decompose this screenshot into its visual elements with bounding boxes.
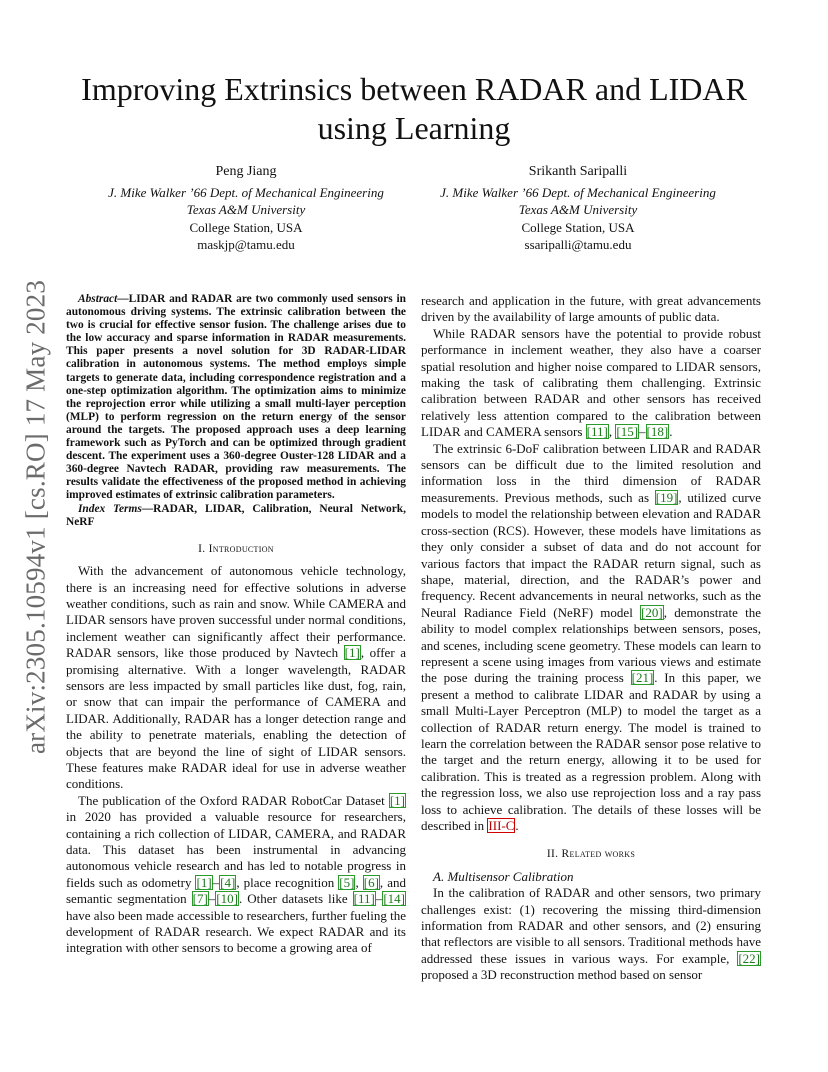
index-terms-text: —RADAR, LIDAR, Calibration, Neural Network, NeRF (66, 502, 406, 528)
index-terms-label: Index Terms (78, 502, 142, 515)
arxiv-identifier-text: arXiv:2305.10594v1 [cs.RO] 17 May 2023 (20, 279, 51, 755)
citation-link[interactable]: [7] (192, 891, 208, 907)
author-dept: J. Mike Walker ’66 Dept. of Mechanical Engineering (440, 184, 716, 200)
author-email: ssaripalli@tamu.edu (524, 237, 632, 252)
citation-link[interactable]: [21] (631, 670, 654, 686)
index-terms (66, 503, 406, 529)
author-block-2 (408, 163, 748, 254)
citation-link[interactable]: [5] (339, 874, 355, 890)
section-title: Related works (561, 848, 636, 861)
intro-paragraph-3: While RADAR sensors have the potential to provide robust performance in inclement weather, they also have a coarser spatial resolution and higher noise compared to LIDAR sensors, making the task of calibrating them challenging. Extrinsic calibration between RADAR and other sensors has received relatively less attention compared to the calibration between LIDAR and CAMERA sensors [11], [15]–[18]. (421, 325, 761, 440)
author-university: Texas A&M University (186, 202, 306, 217)
citation-link[interactable]: [11] (586, 424, 608, 440)
intro-paragraph-2: The publication of the Oxford RADAR RobotCar Dataset [1] in 2020 has provided a valuable resource for researchers, containing a rich collection of LIDAR, CAMERA, and RADAR data. This dataset has been instrumental in advancing autonomous vehicle research and has led to notable progress in fields such as odometry [1]–[4], place recognition [5], [6], and semantic segmentation [7]–[10]. Other datasets like [11]–[14] have also been made accessible to researchers, further fueling the development of RADAR research. We expect RADAR and its integration with other sensors to become a growing area of (66, 792, 407, 956)
related-paragraph-1: In the calibration of RADAR and other sensors, two primary challenges exist: (1) recovering the missing third-dimension information from RADAR and other sensors, and (2) ensuring that reflectors are visible to all sensors. Traditional methods have addressed these issues in various ways. For example, [22] proposed a 3D reconstruction method based on sensor (421, 885, 761, 983)
intro-paragraph-1: With the advancement of autonomous vehicle technology, there is an increasing need for effective solutions in adverse weather conditions, such as rain and snow. While CAMERA and LIDAR sensors have proven successful under normal conditions, inclement weather can significantly affect their performance. RADAR sensors, like those produced by Navtech [1], offer a promising alternative. With a longer wavelength, RADAR sensors are less impacted by small particles like dust, fog, rain, or snow that can impair the performance of CAMERA and LIDAR. Additionally, RADAR has a longer detection range and the ability to penetrate materials, enabling the detection of objects that are beyond the line of sight of LIDAR sensors. These features make RADAR ideal for use in adverse weather conditions. (66, 563, 406, 792)
citation-link[interactable]: [11] (353, 891, 375, 907)
abstract-text: —LIDAR and RADAR are two commonly used sensors in autonomous driving systems. The extrinsic calibration between the two is crucial for effective sensor fusion. The challenge arises due to the low accuracy and sparse information in RADAR measurements. This paper presents a novel solution for 3D RADAR-LIDAR calibration in autonomous systems. The method employs simple targets to generate data, including correspondence registration and a one-step optimization algorithm. The optimization aims to minimize the reprojection error while utilizing a small multi-layer perception (MLP) to perform regression on the return energy of the sensor around the targets. The proposed approach uses a deep learning framework such as PyTorch and can be optimized through gradient descent. The experiment uses a 360-degree Ouster-128 LIDAR and a 360-degree Navtech RADAR, providing raw measurements. The results validate the effectiveness of the proposed method in achieving improved estimates of extrinsic calibration parameters. (66, 293, 406, 502)
arxiv-identifier (20, 276, 52, 758)
citation-link[interactable]: [20] (641, 604, 663, 620)
right-column (421, 293, 761, 984)
paper-title: Improving Extrinsics between RADAR and LIDAR using Learning (81, 71, 747, 146)
citation-link[interactable]: [14] (383, 891, 405, 907)
intro-paragraph-2-continued: research and application in the future, with great advancements driven by the availability of large amounts of public data. (421, 293, 761, 325)
citation-link[interactable]: [4] (220, 874, 236, 890)
author-university: Texas A&M University (518, 202, 638, 217)
author-email: maskjp@tamu.edu (197, 237, 295, 252)
citation-link[interactable]: [18] (646, 424, 669, 440)
citation-link[interactable]: [10] (216, 891, 238, 907)
author-dept: J. Mike Walker ’66 Dept. of Mechanical Engineering (108, 184, 384, 200)
citation-link[interactable]: [15] (616, 424, 639, 440)
subsection-heading: A. Multisensor Calibration (433, 868, 574, 884)
author-name: Peng Jiang (215, 164, 277, 179)
left-column (66, 293, 406, 957)
citation-link[interactable]: [19] (655, 489, 678, 505)
author-city: College Station, USA (189, 219, 303, 235)
author-city: College Station, USA (521, 219, 635, 235)
citation-link[interactable]: [1] (344, 645, 360, 661)
section-title: Introduction (208, 542, 274, 555)
section-heading-related-works (421, 846, 761, 862)
author-block-1 (76, 163, 416, 254)
section-number: II. (546, 848, 559, 861)
citation-link[interactable]: [1] (389, 792, 405, 808)
citation-link[interactable]: [22] (738, 950, 760, 966)
citation-link[interactable]: [1] (196, 874, 212, 890)
abstract (66, 293, 406, 503)
section-heading-introduction (66, 541, 406, 557)
citation-link[interactable]: [6] (363, 874, 379, 890)
section-number: I. (198, 542, 206, 555)
abstract-label: Abstract (78, 293, 118, 305)
section-reference-link[interactable]: III-C (488, 818, 515, 833)
author-name: Srikanth Saripalli (528, 164, 628, 179)
intro-paragraph-4: The extrinsic 6-DoF calibration between LIDAR and RADAR sensors can be difficult due to the limited resolution and information loss in the third dimension of RADAR measurements. Previous methods, such as [19], utilized curve models to model the relationship between elevation and RADAR cross-section (RCS). However, these models have limitations as they only consider a subset of data and do not account for various factors that impact the RADAR return signal, such as shape, material, direction, and the RADAR’s power and frequency. Recent advancements in neural networks, such as the Neural Radiance Field (NeRF) model [20], demonstrate the ability to model complex relationships between sensors, poses, and scenes, including scene geometry. These models can learn to represent a scene using images from various views and estimate the pose during the training process [21]. In this paper, we present a method to calibrate LIDAR and RADAR by using a small Multi-Layer Perceptron (MLP) to model the target as a collection of RADAR return energy. The model is trained to learn the correlation between the RADAR sensor pose relative to the target and the return energy, allowing it to be used for calibration. This is treated as a regression problem. Along with the regression loss, we also use reprojection loss and a ray pass loss to achieve calibration. The details of these losses will be described in III-C. (421, 440, 761, 833)
